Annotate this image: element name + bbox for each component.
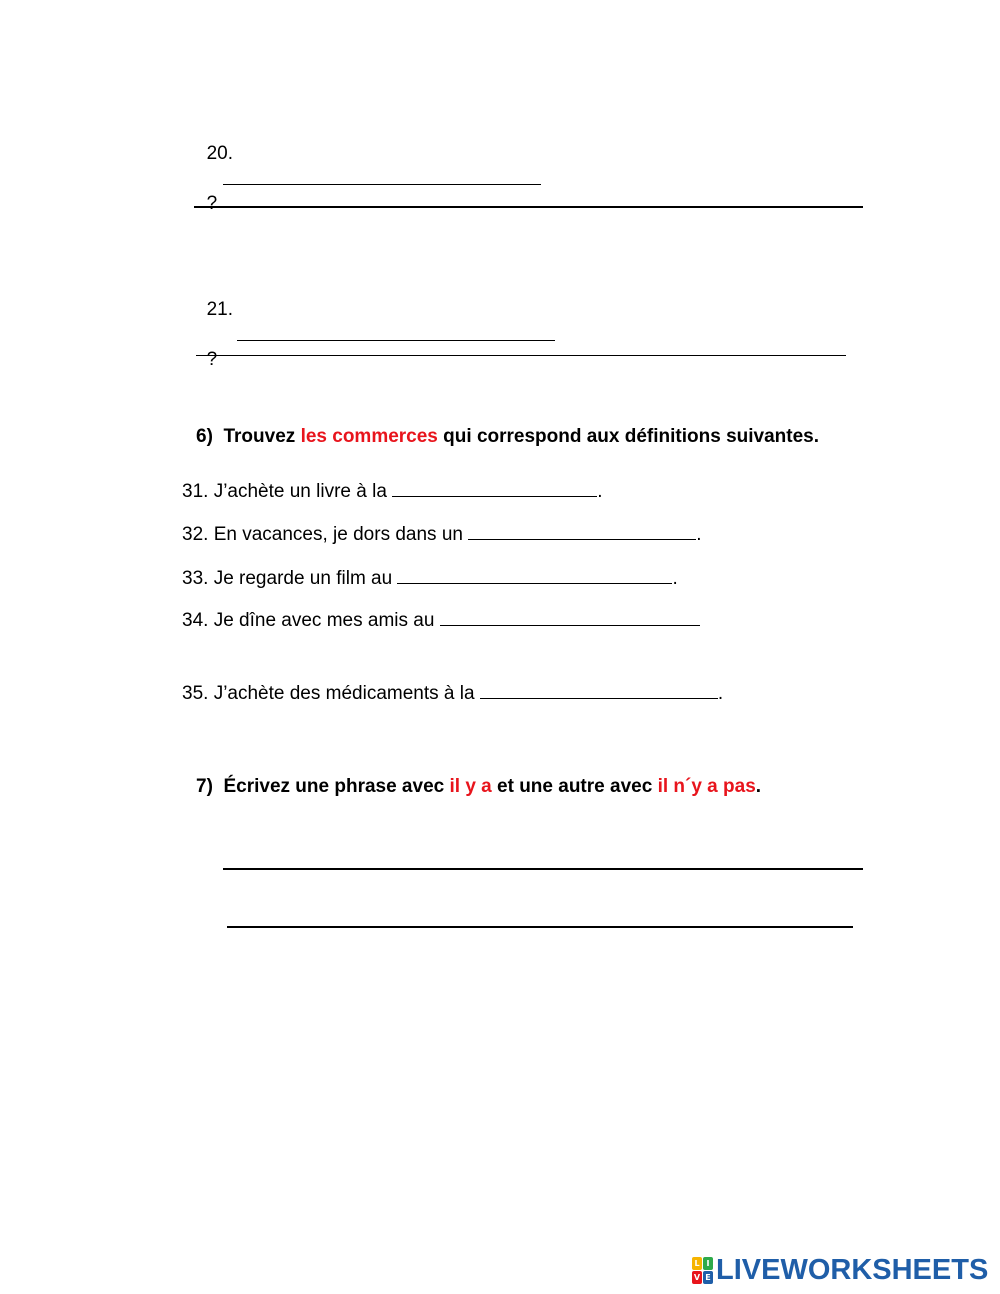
section-7-text-1: Écrivez une phrase avec [223, 776, 445, 797]
item-32-end: . [696, 524, 702, 545]
liveworksheets-logo [692, 1254, 988, 1287]
logo-letter-l: L [692, 1257, 702, 1270]
logo-letter-e: E [703, 1271, 713, 1284]
question-21-answer-line[interactable] [196, 355, 846, 356]
question-21 [196, 274, 555, 372]
question-20-answer-line[interactable] [194, 206, 863, 208]
question-21-blank[interactable] [237, 322, 555, 341]
item-33-blank[interactable] [397, 565, 672, 584]
section-6-heading [196, 425, 819, 449]
list-item-31 [182, 478, 602, 504]
question-21-number: 21. [206, 299, 233, 320]
question-20-number: 20. [206, 143, 233, 164]
item-32-blank[interactable] [468, 521, 696, 540]
section-6-highlight: les commerces [300, 426, 438, 447]
liveworksheets-icon [692, 1257, 714, 1285]
section-6-text-2: qui correspond aux définitions suivantes. [443, 426, 820, 447]
section-7-number: 7) [196, 776, 213, 797]
list-item-32 [182, 521, 702, 547]
item-35-blank[interactable] [480, 680, 718, 699]
item-33-text: 33. Je regarde un film au [182, 568, 393, 589]
item-31-text: 31. J’achète un livre à la [182, 481, 387, 502]
section-6-number: 6) [196, 426, 213, 447]
section-7-heading [196, 775, 761, 799]
item-31-blank[interactable] [392, 478, 597, 497]
logo-letter-i: I [703, 1257, 713, 1270]
item-32-text: 32. En vacances, je dors dans un [182, 524, 463, 545]
item-33-end: . [672, 568, 678, 589]
list-item-33 [182, 565, 678, 591]
logo-letter-v: V [693, 1272, 701, 1282]
section-7-highlight-1: il y a [449, 776, 492, 797]
section-7-highlight-2: il n´y a pas [657, 776, 756, 797]
section-7-end: . [755, 776, 762, 797]
question-21-suffix: ? [206, 349, 218, 370]
item-34-text: 34. Je dîne avec mes amis au [182, 610, 435, 631]
item-35-text: 35. J’achète des médicaments à la [182, 683, 475, 704]
list-item-34 [182, 607, 700, 633]
section-7-answer-line-2[interactable] [227, 926, 853, 928]
question-20-suffix: ? [206, 193, 218, 214]
section-6-text-1: Trouvez [223, 426, 296, 447]
section-7-text-2: et une autre avec [497, 776, 653, 797]
item-35-end: . [717, 683, 724, 704]
section-7-answer-line-1[interactable] [223, 868, 863, 870]
question-20-blank[interactable] [223, 166, 541, 185]
liveworksheets-wordmark: LIVEWORKSHEETS [716, 1254, 989, 1286]
list-item-35 [182, 680, 723, 706]
question-20 [196, 118, 541, 216]
item-31-end: . [597, 481, 603, 502]
item-34-blank[interactable] [440, 607, 700, 626]
